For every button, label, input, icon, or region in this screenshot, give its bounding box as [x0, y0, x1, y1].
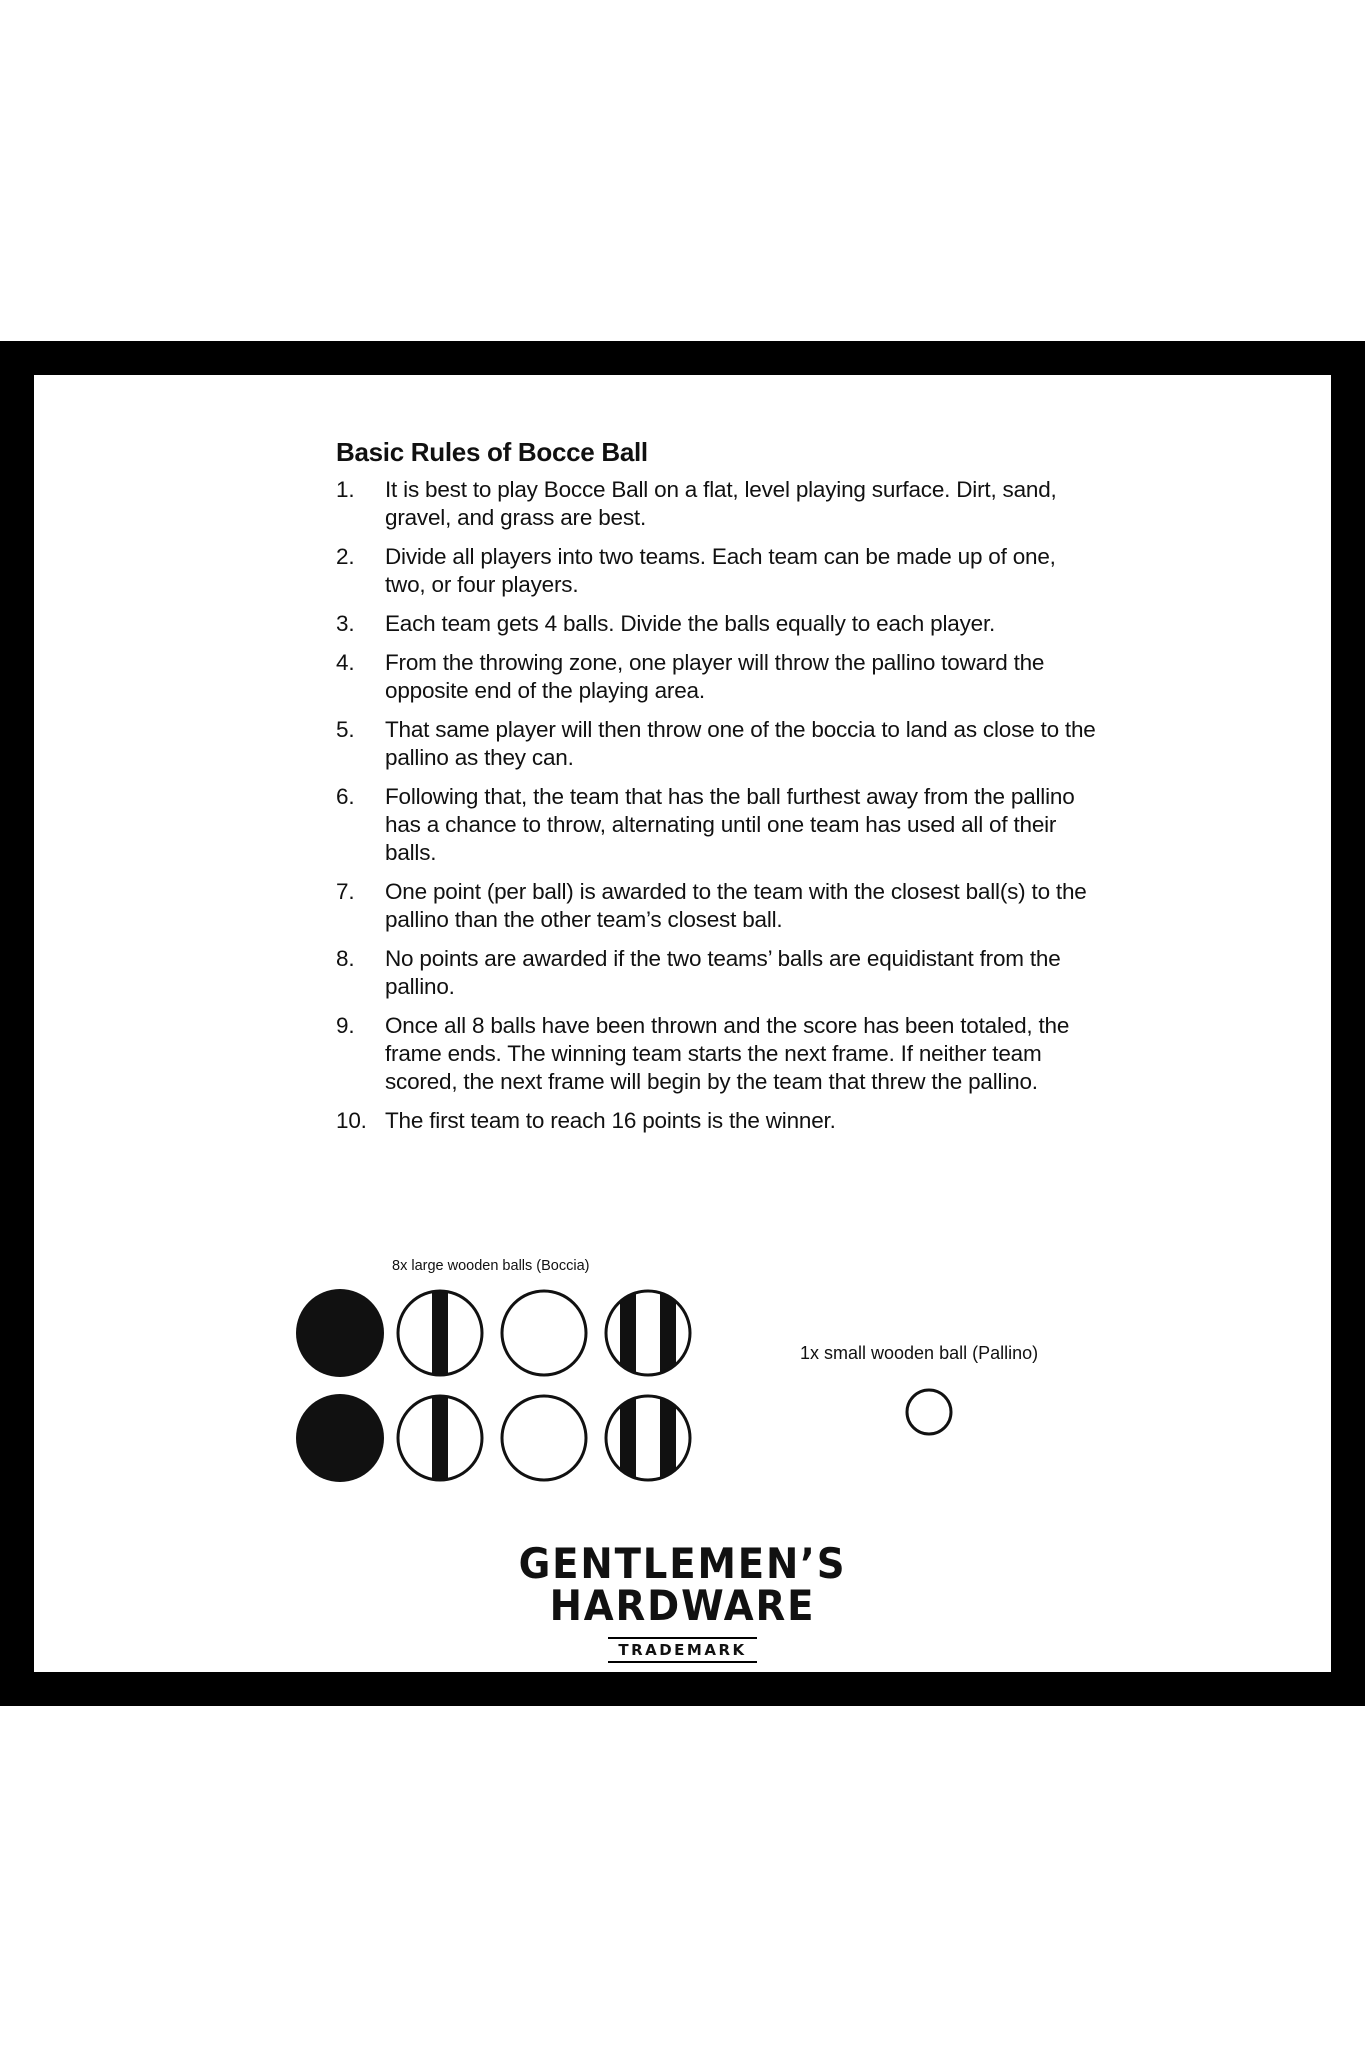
rule-text: Each team gets 4 balls. Divide the balls equally to each player. — [385, 611, 996, 636]
solid-black-ball-icon — [296, 1394, 384, 1482]
double-stripe-ball-icon — [606, 1288, 690, 1388]
black-frame — [0, 341, 1365, 1706]
rules-section — [336, 437, 1096, 1146]
rule-text: That same player will then throw one of the boccia to land as close to the pallino as they can. — [385, 717, 1096, 770]
plain-white-ball-icon — [502, 1291, 586, 1375]
double-stripe-ball-icon — [606, 1388, 690, 1488]
plain-white-ball-icon — [502, 1396, 586, 1480]
boccia-label: 8x large wooden balls (Boccia) — [392, 1258, 590, 1274]
rule-text: Following that, the team that has the ball furthest away from the pallino has a chance to throw, alternating until one team has used all of their balls. — [385, 784, 1075, 865]
rules-card — [34, 375, 1331, 1672]
rule-item — [336, 1012, 1096, 1096]
rule-number: 10. — [336, 1108, 367, 1133]
rules-title: Basic Rules of Bocce Ball — [336, 437, 648, 467]
rule-number: 8. — [336, 946, 355, 971]
rule-text: Once all 8 balls have been thrown and the score has been totaled, the frame ends. The winning team starts the next frame. If neither team scored, the next frame will begin by the team that threw the pallino. — [385, 1013, 1070, 1094]
rule-number: 6. — [336, 784, 355, 809]
rule-item — [336, 1107, 1096, 1135]
rule-item — [336, 649, 1096, 705]
rule-number: 3. — [336, 611, 355, 636]
rule-item — [336, 610, 1096, 638]
single-stripe-ball-icon — [398, 1288, 482, 1388]
boccia-balls-illustration — [296, 1288, 736, 1498]
pallino-label: 1x small wooden ball (Pallino) — [800, 1343, 1039, 1363]
single-stripe-ball-icon — [398, 1388, 482, 1488]
rule-text: It is best to play Bocce Ball on a flat, level playing surface. Dirt, sand, gravel, and grass are best. — [385, 477, 1057, 530]
rule-text: Divide all players into two teams. Each team can be made up of one, two, or four players. — [385, 544, 1056, 597]
rule-item — [336, 945, 1096, 1001]
rule-item — [336, 783, 1096, 867]
rule-item — [336, 543, 1096, 599]
rule-text: No points are awarded if the two teams’ balls are equidistant from the pallino. — [385, 946, 1061, 999]
rule-item — [336, 476, 1096, 532]
rule-number: 2. — [336, 544, 355, 569]
solid-black-ball-icon — [296, 1289, 384, 1377]
brand-logo — [34, 1539, 1331, 1663]
rule-item — [336, 716, 1096, 772]
rule-text: The first team to reach 16 points is the winner. — [385, 1108, 836, 1133]
brand-line-1: GENTLEMEN’S — [518, 1539, 847, 1588]
rule-number: 5. — [336, 717, 355, 742]
rules-list — [336, 476, 1096, 1135]
pallino-ball-icon — [904, 1387, 954, 1437]
rule-number: 1. — [336, 477, 355, 502]
brand-line-2: HARDWARE — [549, 1581, 816, 1630]
brand-trademark: TRADEMARK — [608, 1637, 756, 1663]
rule-number: 7. — [336, 879, 355, 904]
rule-number: 4. — [336, 650, 355, 675]
rule-text: From the throwing zone, one player will throw the pallino toward the opposite end of the playing area. — [385, 650, 1045, 703]
rule-number: 9. — [336, 1013, 355, 1038]
rule-text: One point (per ball) is awarded to the team with the closest ball(s) to the pallino than the other team’s closest ball. — [385, 879, 1087, 932]
rule-item — [336, 878, 1096, 934]
